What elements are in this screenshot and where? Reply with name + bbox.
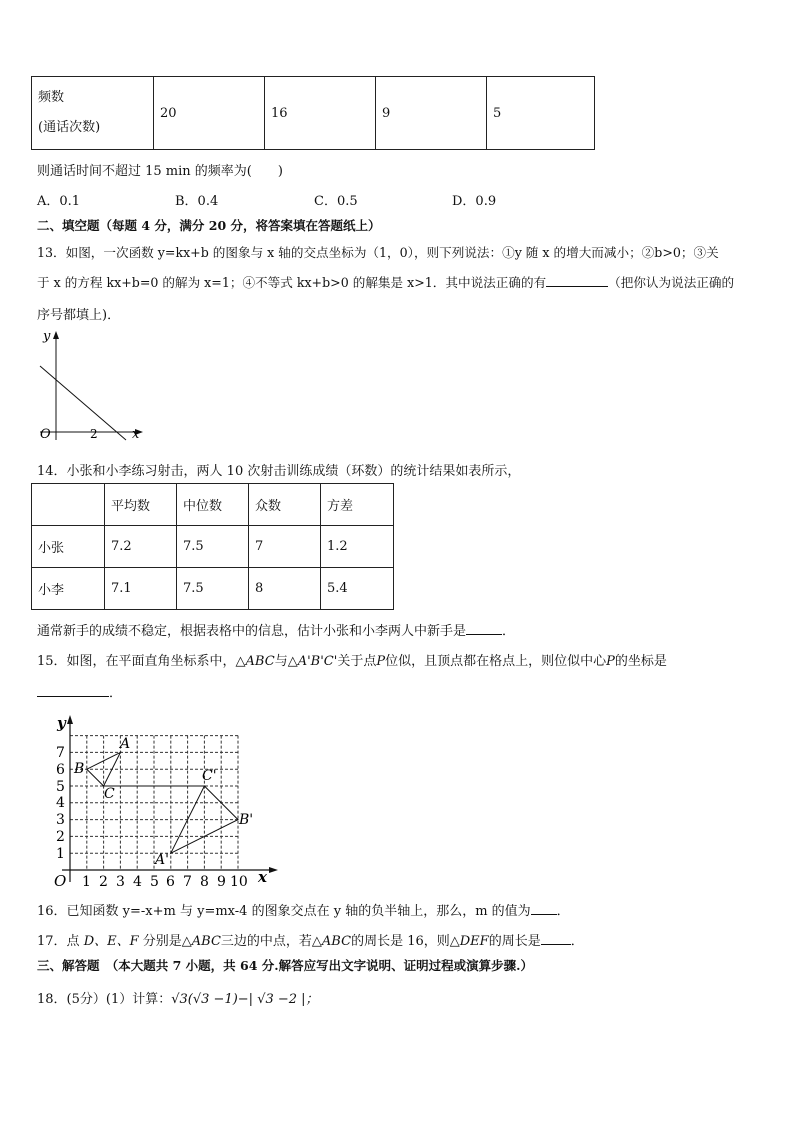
svg-text:6: 6 — [56, 762, 65, 778]
table-row: 小张 7.2 7.5 7 1.2 — [32, 526, 394, 568]
svg-text:3: 3 — [116, 874, 125, 890]
table-row: 小李 7.1 7.5 8 5.4 — [32, 568, 394, 610]
svg-text:5: 5 — [56, 779, 65, 795]
q17-question: 17．点 D、E、F 分别是△ABC三边的中点，若△ABC的周长是 16，则△DEF的周长是 ． — [37, 934, 584, 949]
q14-table — [31, 483, 394, 610]
section-3-title: 三、解答题 （本大题共 7 小题，共 64 分.解答应写出文字说明、证明过程或演算步骤.） — [37, 958, 533, 973]
table-header: 中位数 — [177, 484, 249, 526]
section-2-title: 二、填空题（每题 4 分，满分 20 分，将答案填在答题纸上） — [37, 218, 381, 233]
svg-text:4: 4 — [133, 874, 142, 890]
q12-options — [37, 190, 597, 209]
q18-expression: √3(√3 −1)−| √3 −2 |； — [171, 992, 319, 1007]
option-b: B．0.4 — [175, 194, 219, 209]
option-a: A．0.1 — [37, 194, 81, 209]
q15-line2: ． — [37, 682, 122, 701]
table-header: 平均数 — [105, 484, 177, 526]
grid — [70, 736, 238, 870]
option-c: C．0.5 — [314, 194, 358, 209]
frequency-table — [31, 76, 595, 150]
y-label: y — [57, 714, 66, 732]
svg-text:2: 2 — [99, 874, 108, 890]
svg-text:4: 4 — [56, 795, 65, 811]
x-axis-arrow — [269, 867, 278, 873]
freq-value-cell: 16 — [265, 77, 376, 150]
q16-question: 16．已知函数 y=-x+m 与 y=mx-4 的图象交点在 y 轴的负半轴上，那么，m 的值为 ． — [37, 904, 570, 919]
freq-value-cell: 9 — [376, 77, 487, 150]
svg-text:B: B — [74, 761, 85, 777]
svg-text:7: 7 — [56, 745, 65, 761]
y-label: y — [43, 329, 51, 344]
svg-text:8: 8 — [200, 874, 209, 890]
q17-answer-blank — [541, 932, 571, 945]
freq-label-cell: 频数 (通话次数) — [32, 77, 154, 150]
q13-answer-blank — [546, 274, 608, 287]
q15-graph — [40, 710, 290, 890]
origin-label: O — [40, 427, 51, 442]
y-axis-arrow — [53, 331, 59, 339]
table-header-empty — [32, 484, 105, 526]
q13-graph — [30, 328, 150, 444]
svg-text:B': B' — [239, 812, 254, 828]
freq-value-cell: 5 — [487, 77, 595, 150]
svg-text:3: 3 — [56, 812, 65, 828]
svg-text:7: 7 — [183, 874, 192, 890]
table-header: 方差 — [321, 484, 394, 526]
q16-answer-blank — [531, 902, 557, 915]
q14-question: 通常新手的成绩不稳定，根据表格中的信息，估计小张和小李两人中新手是 ． — [37, 624, 516, 639]
x-label: x — [258, 868, 267, 886]
svg-text:9: 9 — [217, 874, 226, 890]
svg-text:C: C — [104, 786, 115, 802]
origin-label: O — [54, 872, 67, 890]
q14-answer-blank — [466, 622, 502, 635]
x-tick-label: 2 — [90, 427, 98, 441]
table-header: 众数 — [249, 484, 321, 526]
q13-line2: 于 x 的方程 kx+b=0 的解为 x=1；④不等式 kx+b>0 的解集是 x>1．其中说法正确的有 （把你认为说法正确的 — [37, 275, 735, 290]
svg-text:A: A — [120, 736, 131, 752]
q15-line1: 15．如图，在平面直角坐标系中，△ABC与△A'B'C'关于点P位似，且顶点都在格点上，则位似中心P的坐标是 — [37, 654, 667, 669]
svg-text:C': C' — [202, 768, 217, 784]
freq-value-cell: 20 — [154, 77, 265, 150]
y-axis-arrow — [67, 715, 73, 724]
q13-line1: 13．如图，一次函数 y=kx+b 的图象与 x 轴的交点坐标为（1，0），则下列说法：①y 随 x 的增大而减小；②b>0；③关 — [37, 245, 719, 260]
q12-question: 则通话时间不超过 15 min 的频率为( ) — [37, 164, 283, 179]
svg-text:6: 6 — [166, 874, 175, 890]
row-name: 小李 — [32, 568, 105, 610]
svg-text:10: 10 — [230, 874, 248, 890]
q18-question: 18．(5分）(1）计算：√3(√3 −1)−| √3 −2 |； — [37, 992, 319, 1007]
svg-text:A': A' — [155, 852, 169, 868]
q14-intro: 14．小张和小李练习射击，两人 10 次射击训练成绩（环数）的统计结果如表所示， — [37, 464, 521, 479]
svg-text:2: 2 — [56, 829, 65, 845]
x-tick-labels — [82, 874, 248, 890]
y-tick-labels — [56, 745, 65, 862]
row-name: 小张 — [32, 526, 105, 568]
function-line — [40, 366, 126, 440]
point-labels — [73, 736, 253, 868]
q13-line3: 序号都填上)． — [37, 308, 121, 323]
svg-text:1: 1 — [82, 874, 91, 890]
svg-text:5: 5 — [150, 874, 159, 890]
q15-answer-blank — [37, 684, 109, 697]
x-label: x — [132, 427, 140, 442]
option-d: D．0.9 — [452, 194, 497, 209]
svg-text:1: 1 — [56, 846, 65, 862]
